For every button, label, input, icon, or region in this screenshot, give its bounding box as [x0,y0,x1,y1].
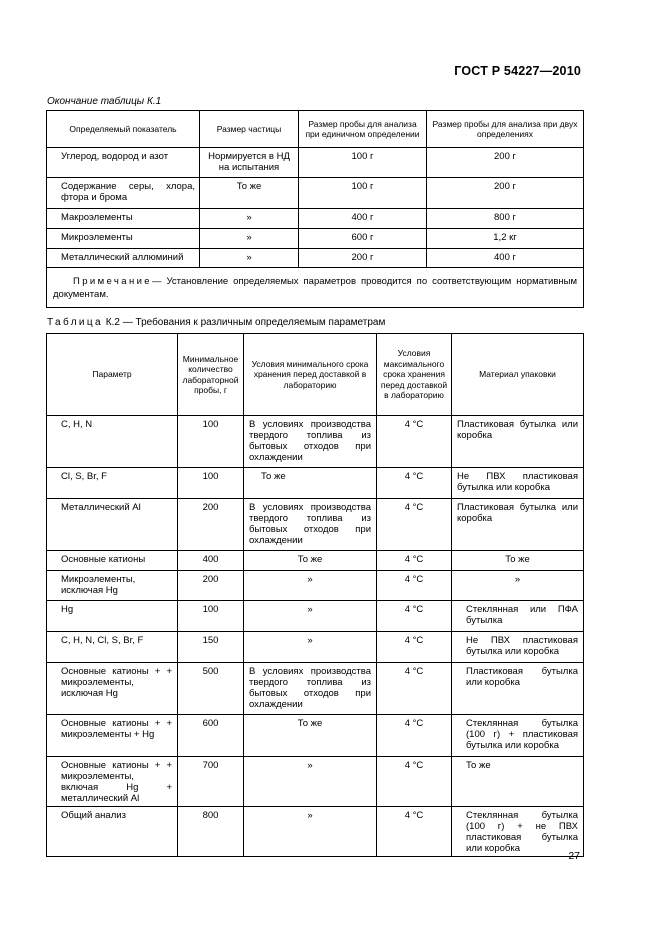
table1-header-row [47,111,584,148]
table1-cell-single: 200 г [299,249,427,268]
table2-cell-min-storage: То же [244,715,377,757]
page-number: 27 [568,850,580,862]
table2-cell-min-storage: » [244,807,377,857]
table1-col-parameter: Определяемый показатель [47,111,200,148]
table1-cell-param: Макроэлементы [47,209,200,229]
table2-cell-param: Основные катионы [47,551,178,571]
table2-cell-param: Микроэлементы, исключая Hg [47,571,178,601]
table2-cell-max-storage: 4 °C [377,499,452,551]
table2-cell-amount: 150 [178,632,244,663]
table1-col-double-sample: Размер пробы для анализа при двух определениях [427,111,584,148]
table1-cell-single: 400 г [299,209,427,229]
table1-note-row [47,268,584,308]
table1-cell-single: 100 г [299,148,427,178]
table2-cell-packaging: Стеклянная или ПФА бутылка [452,601,584,632]
table-row [47,807,584,857]
table1 [46,110,584,308]
table2-cell-max-storage: 4 °C [377,551,452,571]
table2-cell-min-storage-text: То же [261,471,286,482]
table1-cell-double: 800 г [427,209,584,229]
table-row [47,715,584,757]
table1-cell-particle: Нормируется в НД на испытания [200,148,299,178]
table2-cell-amount: 100 [178,601,244,632]
table2-cell-packaging: Стеклянная бутылка (100 г) + не ПВХ пластиковая бутылка или коробка [452,807,584,857]
table2-cell-param: Основные катионы + + микроэлементы, включая Hg + металлический Al [47,757,178,807]
table2-cell-amount: 100 [178,416,244,468]
table2-cell-max-storage: 4 °C [377,601,452,632]
table1-cell-param: Углерод, водород и азот [47,148,200,178]
table1-cell-particle: » [200,229,299,249]
table2-cell-packaging: Пластиковая бутылка или коробка [452,416,584,468]
table2-cell-min-storage: » [244,571,377,601]
table2-cell-packaging: Не ПВХ пластиковая бутылка или коробка [452,468,584,499]
table2-cell-packaging: То же [452,757,584,807]
table-row [47,416,584,468]
table2-cell-param: Общий анализ [47,807,178,857]
table1-col-particle-size: Размер частицы [200,111,299,148]
table1-cell-particle: То же [200,178,299,209]
table2-cell-amount: 800 [178,807,244,857]
table2-cell-amount: 600 [178,715,244,757]
table2-cell-amount: 700 [178,757,244,807]
table-row [47,249,584,268]
table2-cell-max-storage: 4 °C [377,715,452,757]
table1-cell-particle: » [200,249,299,268]
table2-cell-packaging: То же [452,551,584,571]
table-row [47,229,584,249]
table2-cell-packaging: Пластиковая бутылка или коробка [452,499,584,551]
table2-cell-param: C, H, N [47,416,178,468]
table2-cell-amount: 200 [178,499,244,551]
table-row [47,468,584,499]
page-header-standard: ГОСТ Р 54227—2010 [454,64,581,78]
table1-cell-param: Металлический аллюминий [47,249,200,268]
table2-cell-amount: 100 [178,468,244,499]
table2-cell-min-storage: То же [244,551,377,571]
table2-cell-min-storage: В условиях производства твердого топлива из бытовых отходов при охлаждении [244,499,377,551]
table-row [47,632,584,663]
table1-cell-double: 200 г [427,148,584,178]
table1-cell-param: Микроэлементы [47,229,200,249]
table-row [47,178,584,209]
table1-cell-double: 400 г [427,249,584,268]
table2-cell-amount: 400 [178,551,244,571]
table1-cell-param: Содержание серы, хлора, фтора и брома [47,178,200,209]
table2-cell-param: Cl, S, Br, F [47,468,178,499]
table2-cell-param: C, H, N, Cl, S, Br, F [47,632,178,663]
table2-cell-amount: 500 [178,663,244,715]
table2-cell-max-storage: 4 °C [377,416,452,468]
table2-cell-min-storage [244,468,377,499]
table1-cell-single: 600 г [299,229,427,249]
table2-cell-min-storage: В условиях производства твердого топлива из бытовых отходов при охлаждении [244,416,377,468]
table2-caption-text: К.2 — Требования к различным определяемым параметрам [105,317,386,328]
table1-note-label: Примечание [73,276,152,287]
table2-cell-max-storage: 4 °C [377,757,452,807]
table1-note-text: — Установление определяемых параметров проводится по соответствующим нормативным документам. [53,276,577,300]
table2-col-min-storage: Условия минимального срока хранения перед доставкой в лабораторию [244,334,377,416]
table1-note [47,268,584,308]
table1-cell-single: 100 г [299,178,427,209]
table2-cell-param: Основные катионы + + микроэлементы, исключая Hg [47,663,178,715]
table2-cell-packaging: Не ПВХ пластиковая бутылка или коробка [452,632,584,663]
table2-col-min-amount: Минимальное количество лабораторной пробы, г [178,334,244,416]
table2-cell-packaging: Пластиковая бутылка или коробка [452,663,584,715]
table2-cell-max-storage: 4 °C [377,663,452,715]
table2-cell-min-storage: » [244,632,377,663]
table-row [47,551,584,571]
table2-cell-min-storage: » [244,601,377,632]
table-row [47,499,584,551]
table2-col-parameter: Параметр [47,334,178,416]
table2-caption [47,317,385,328]
table2-header-row [47,334,584,416]
table2-col-packaging: Материал упаковки [452,334,584,416]
table2-cell-max-storage: 4 °C [377,807,452,857]
table1-cell-double: 200 г [427,178,584,209]
table2-cell-packaging: Стеклянная бутылка (100 г) + пластиковая бутылка или коробка [452,715,584,757]
table1-cell-double: 1,2 кг [427,229,584,249]
table-row [47,148,584,178]
table2-cell-param: Hg [47,601,178,632]
table1-cell-particle: » [200,209,299,229]
table2-caption-label: Таблица [47,317,104,328]
table2-cell-param: Основные катионы + + микроэлементы + Hg [47,715,178,757]
table2-cell-max-storage: 4 °C [377,468,452,499]
table-row [47,571,584,601]
table-row [47,601,584,632]
table-row [47,757,584,807]
table2-cell-min-storage: » [244,757,377,807]
table2-cell-max-storage: 4 °C [377,632,452,663]
table-row [47,663,584,715]
table2-cell-packaging: » [452,571,584,601]
table-row [47,209,584,229]
table2-cell-max-storage: 4 °C [377,571,452,601]
table2 [46,333,584,857]
table1-caption: Окончание таблицы К.1 [47,96,162,107]
table2-cell-min-storage: В условиях производства твердого топлива из бытовых отходов при охлаждении [244,663,377,715]
table2-col-max-storage: Условия максимального срока хранения перед доставкой в лабораторию [377,334,452,416]
table2-cell-param: Металлический Al [47,499,178,551]
table1-col-single-sample: Размер пробы для анализа при единичном определении [299,111,427,148]
table2-cell-amount: 200 [178,571,244,601]
